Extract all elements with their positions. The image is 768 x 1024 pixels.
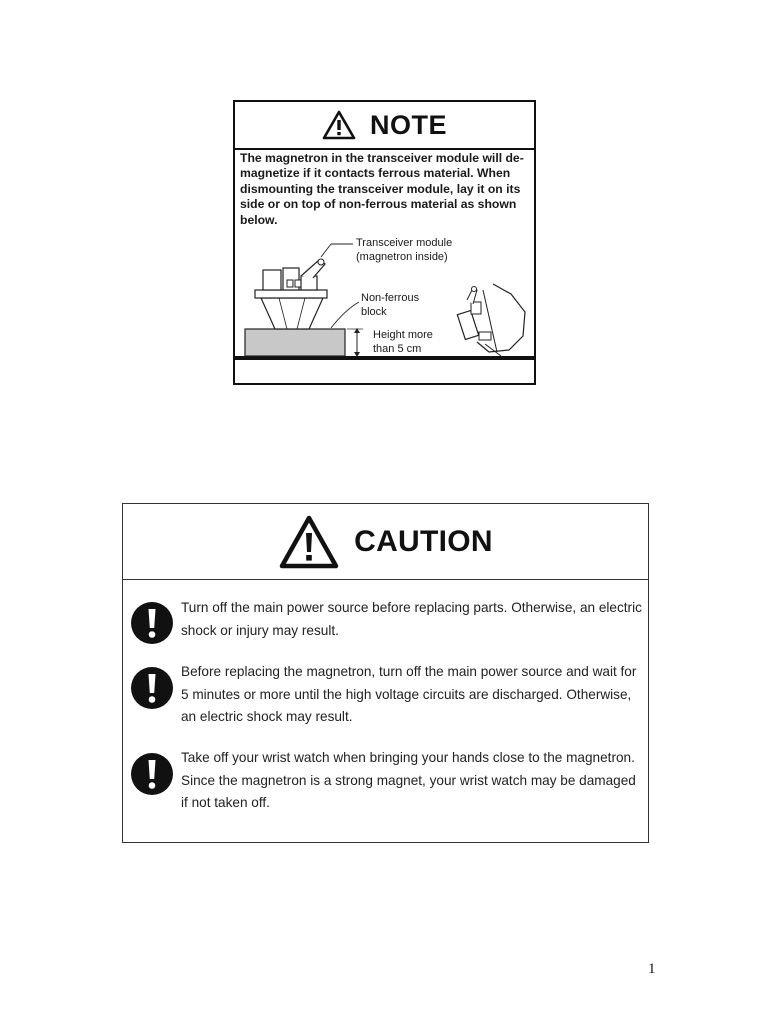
page-number: 1 — [648, 961, 656, 977]
note-header — [235, 102, 534, 150]
caution-header — [123, 504, 648, 580]
warning-triangle-icon — [278, 514, 340, 570]
caution-box — [122, 503, 649, 843]
note-title: NOTE — [369, 109, 447, 140]
note-figure — [235, 232, 534, 382]
label-height: Height more than 5 cm — [373, 329, 433, 355]
note-box — [233, 100, 536, 385]
mandatory-action-icon — [130, 752, 174, 796]
label-non-ferrous-block: Non-ferrous block — [361, 292, 420, 318]
mandatory-action-icon — [130, 601, 174, 645]
mandatory-action-icon — [130, 666, 174, 710]
caution-item-text: Before replacing the magnetron, turn off the main power source and wait for 5 minutes or more until the high voltage circuits are discharged. Otherwise, an electric shock may result. — [181, 664, 637, 725]
caution-item-text: Take off your wrist watch when bringing your hands close to the magnetron. Since the magnetron is a strong magnet, your wrist watch may be damaged if not taken off. — [181, 750, 636, 811]
label-transceiver-module: Transceiver module (magnetron inside) — [356, 237, 453, 263]
warning-triangle-icon — [322, 109, 356, 141]
caution-title: CAUTION — [354, 524, 493, 558]
note-text: The magnetron in the transceiver module will de-magnetize if it contacts ferrous material. When dismounting the transceiver module, lay it on its side or on top of non-ferrous material as shown below. — [240, 151, 524, 227]
caution-item-text: Turn off the main power source before replacing parts. Otherwise, an electric shock or injury may result. — [181, 600, 642, 638]
